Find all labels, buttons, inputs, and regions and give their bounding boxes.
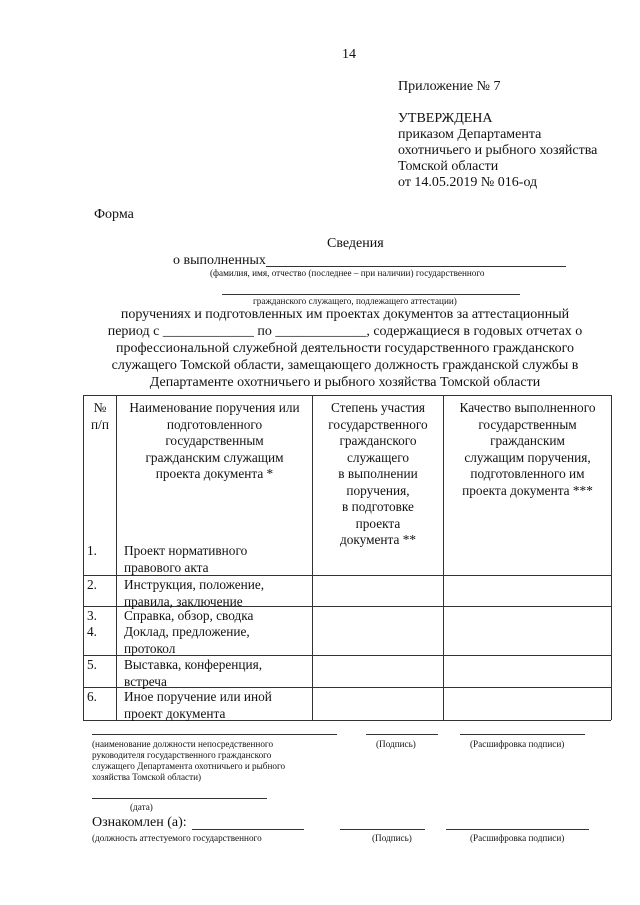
row-label: Справка, обзор, сводка: [124, 608, 254, 623]
body-line: поручениях и подготовленных им проектах документов за аттестационный: [120, 307, 570, 322]
table-border-right: [611, 395, 612, 720]
approval-title: УТВЕРЖДЕНА: [398, 111, 493, 126]
row-number: 2.: [87, 577, 97, 592]
row-number: 5.: [87, 657, 97, 672]
supervisor-sign-line: [366, 734, 438, 735]
table-border-top: [83, 395, 611, 396]
approval-line: приказом Департамента: [398, 127, 542, 142]
table-border-left: [83, 395, 84, 720]
acquainted-decode-hint: (Расшифровка подписи): [470, 833, 565, 843]
supervisor-position-hint: (наименование должности непосредственного руководителя государственного гражданского служащего Департамента охотничьего и рыбного хозяйства Томской области): [92, 739, 286, 782]
acquainted-label: Ознакомлен (а):: [92, 815, 187, 830]
date-line: [92, 798, 267, 799]
row-number: 4.: [87, 624, 97, 639]
acquainted-sign-hint: (Подпись): [372, 833, 412, 843]
date-hint: (дата): [130, 802, 153, 812]
acquainted-decode-line: [446, 829, 589, 830]
header-name: Наименование поручения или подготовленного государственным гражданским служащим проекта документа *: [129, 400, 300, 481]
row-label: Иное поручение или иной проект документа: [124, 689, 272, 721]
approval-line: Томской области: [398, 159, 499, 174]
supervisor-decode-hint: (Расшифровка подписи): [470, 739, 565, 749]
row-label: Доклад, предложение, протокол: [124, 624, 250, 656]
supervisor-decode-line: [460, 734, 585, 735]
acquainted-position-line: [192, 829, 304, 830]
appendix-label: Приложение № 7: [398, 79, 501, 94]
supervisor-sign-hint: (Подпись): [376, 739, 416, 749]
acquainted-sign-line: [340, 829, 425, 830]
row-number: 3.: [87, 608, 97, 623]
approval-line: охотничьего и рыбного хозяйства: [398, 143, 598, 158]
name-hint-1: (фамилия, имя, отчество (последнее – при наличии) государственного: [210, 268, 485, 278]
acquainted-position-hint: (должность аттестуемого государственного: [92, 833, 262, 843]
form-label: Форма: [94, 207, 134, 222]
row-number: 6.: [87, 689, 97, 704]
row-label: Инструкция, положение, правила, заключение: [124, 577, 265, 609]
approval-line: от 14.05.2019 № 016-од: [398, 175, 538, 190]
about-prefix: о выполненных: [173, 253, 266, 268]
name-underline-1: [266, 266, 566, 267]
row-label: Выставка, конференция, встреча: [124, 657, 263, 689]
row-number: 1.: [87, 543, 97, 558]
header-quality: Качество выполненного государственным гражданским служащим поручения, подготовленного им проекта документа ***: [459, 400, 596, 498]
name-hint-2: гражданского служащего, подлежащего аттестации): [253, 296, 457, 306]
name-underline-2: [222, 294, 520, 295]
header-degree: Степень участия государственного гражданского служащего в выполнении поручения, в подготовке проекта документа **: [328, 400, 428, 547]
body-line: служащего Томской области, замещающего должность гражданской службы в: [111, 358, 579, 373]
page-number: 14: [342, 47, 356, 62]
row-label: Проект нормативного правового акта: [124, 543, 248, 575]
document-heading: Сведения: [327, 236, 384, 251]
body-line: профессиональной служебной деятельности государственного гражданского: [115, 341, 575, 356]
body-line: период с _____________ по _____________, содержащиеся в годовых отчетах о: [107, 324, 583, 339]
supervisor-position-line: [92, 734, 337, 735]
body-line: Департаменте охотничьего и рыбного хозяйства Томской области: [149, 375, 541, 390]
header-num: № п/п: [91, 400, 109, 432]
